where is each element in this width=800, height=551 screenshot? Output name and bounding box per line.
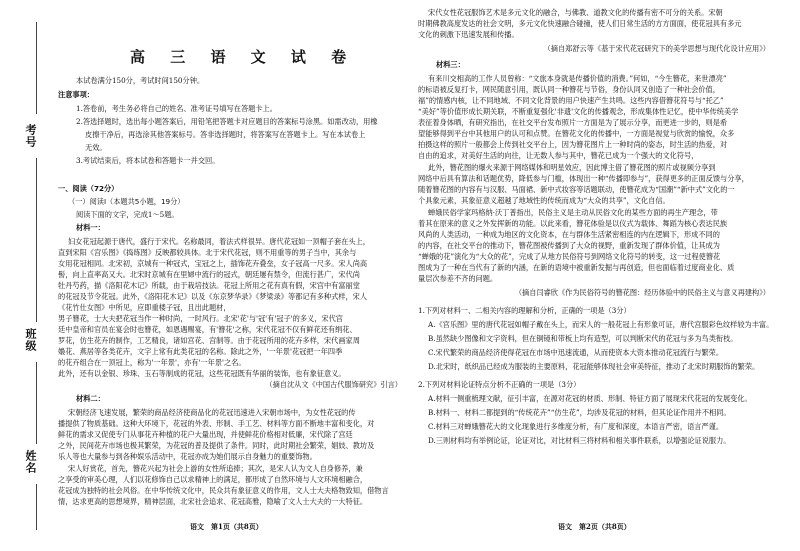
page-footer: 语文 第2页（共8页） (558, 522, 631, 531)
paragraph-line: 蝉娥民俗学家玛格纳·沃丁普指出，民俗主义是主动从民俗文化的某些方面的再生产理念，带 (428, 208, 718, 217)
paragraph-line: 花冠成为独特的社会风俗。在中华传统文化中，民众共有象征意义的作用，文人士大夫格物致知，借物言 (58, 486, 389, 495)
option-1a: A.《宫乐图》里的唐代花冠如帽子戴在头上，而宋人的一般花冠上有形象可证，唐代宫服彩色纹样较为丰富。 (428, 320, 774, 329)
paragraph-line: 廷中皇帝和官员在宴会时也簪花，如恩遇赐宴，有'簪花'之称，宋代花冠不仅有鲜花还有绢花、 (58, 325, 357, 334)
citation: （摘自闫睿欣《作为民俗符号的簪花图：经历体验中的民俗主义与意义再建构》） (514, 288, 770, 297)
gutter-label-kaohao: 考号 (24, 124, 37, 148)
note-line: 1.答卷前，考生务必将自己的姓名、准考证号填写在答题卡上。 (76, 104, 277, 113)
paragraph-line: 的花卉组合在一顶冠上，称为'一年景'，亦有'一年景'之名。 (58, 358, 246, 367)
paragraph-line: 鲜花的需求又促使专门从事花卉种植的花户大量出现，并使鲜花价格相对低廉，宋代除了宫廷 (58, 430, 353, 439)
paragraph-line: 髻，向上直率高又大。北宋时京城有在里婦中流行的冠式，朝廷屡有禁令，但流行甚广，宋代尚 (58, 270, 360, 279)
paragraph-line: 女用花冠相同。北宋初，京城有一种冠式，宝冠之上，插饰花卉叠垒，女子冠高一尺多。宋人尚高 (58, 259, 368, 268)
paragraph-line: 拍摄这样的照片一般都会上传到社交平台上，因为簪花图片上一种时尚的姿态，时生活的热爱，对 (418, 140, 728, 149)
note-line: 皮擦干净后，再选涂其他答案标号。答非选择题时，将答案写在答题卡上。写在本试卷上 (85, 130, 366, 139)
exam-title: 高 三 语 文 试 卷 (130, 48, 357, 66)
paragraph-line: 嬝花、燕居等各类花卉，文字上常有此类花冠的名称。除此之外，'一年景'花冠把一年四季 (58, 347, 343, 356)
option-2d: D.三则材料均有举例论证，论证对比，对比材料三将材料和相关事件联系，以增强论证说服力。 (428, 436, 731, 445)
option-2a: A.材料一侧重梳理文献，征引丰富，在源对花冠的材质、形制、特征方面了展现宋代花冠的发展变化。 (428, 394, 752, 403)
paragraph-line: 播提供了物质基础。这种大环境下，花冠的外表、形制、手工艺、材料等方面不断地丰富和变化，对 (58, 419, 375, 428)
gutter-line (36, 362, 37, 444)
paragraph-line: 文化的刺激下迅速发展和传播。 (418, 30, 519, 39)
gutter-line (36, 158, 37, 322)
paragraph-line: 量层次参差不齐的问题。 (418, 274, 498, 283)
question-2: 2.下列对材料论证特点分析不正确的一项是（3分） (418, 380, 581, 389)
paragraph-line: 直到宋阳《宫乐图》《捣练图》反映都较具体。北于宋代花冠，则不用重等的男子当中，其余与 (58, 248, 357, 257)
paragraph-line: 表征着身体晒，有研究指出，在社交平台发布照片一方面是为了展示分享，而更进一步的，则是希 (418, 118, 728, 127)
notes-heading: 注意事项： (58, 90, 94, 99)
citation: （摘自郑舒云等《基于宋代花冠研究下的美学思想与现代化设计应用》） (543, 44, 770, 53)
paragraph-line: 之外，民间花卉市场也极其繁荣，为花冠的普及提供了条件。同时，此时期社会繁荣，娼妓、教坊及 (58, 441, 375, 450)
paragraph-line: 个具象元素，其象征意义超越了地域性的传统而成为“大众的共享”，文化自信。 (418, 196, 670, 205)
instruction-text: 阅读下面的文字，完成1～5题。 (76, 210, 179, 219)
paragraph-line: “蝉娥的花”演化为“大众的花”，完成了从地方民俗符号到网络文化符号的转变，这一过程使簪花 (418, 252, 721, 261)
paragraph-line: 随着簪花图的内容有与汉服、马面裙、新中式妆容等话题联动，使簪花成为“国潮”“新中式”文化的一 (418, 185, 735, 194)
paragraph-line: 的标语被反复打卡，网民随意引用，既认同一种簪花与节俗，身份认同又创造了一种社会价值， (418, 85, 720, 94)
paragraph-line: 妇女花冠起源于唐代，盛行于宋代。名称最同，着法式样很异。唐代花冠如一顶帽子套在头上， (68, 237, 370, 246)
paragraph-line: 男子簪花，士大夫把花冠当作一种时尚，一时风行。北宋'花'与'冠'有'冠子'的多义，宋代宫 (58, 314, 343, 323)
paragraph-line: 之享受的审美心理，人们以花修饰自己以求精神上的满足，都形成了自然环境与人文环境相融合， (58, 475, 368, 484)
gutter-line (36, 22, 37, 114)
paragraph-line: 乐人等也大量参与到各种娱乐活动中，花冠亦成为她们展示自身魅力的重要饰物。 (58, 452, 317, 461)
material-heading: 材料一： (76, 223, 105, 232)
subsection-heading: （一）阅读Ⅰ（本题共5小题，19分） (68, 197, 185, 206)
paragraph-line: 网络中后具有算法和话题优势，降低参与门槛，体现出一种“传播即参与”，获得更多的正面反馈与分享， (418, 174, 749, 183)
paragraph-line: 的花冠及节令花冠。此外，《洛阳花木记》以及《东京梦华录》《梦梁录》等都记有多种式样，宋人 (58, 292, 368, 301)
section-heading: 一、阅读（72分） (58, 184, 119, 193)
paragraph-line: “美好”等价值形成长期关联，不断重复强化'非遗'文化的传播观念，形成集体性记忆，使中华传统美学 (418, 107, 739, 116)
paragraph-line: 情，达求更高的思想境界，精神层面，北宋社会追求、花冠高雅，隐喻了文人士大夫的一大特征。 (58, 497, 368, 506)
note-line: 2.答选择题时，选出每小题答案后，用铅笔把答题卡对应题目的答案标号涂黑。如需改动，用橡 (76, 117, 378, 126)
material-heading: 材料三： (436, 60, 465, 69)
paragraph-line: 福”的情感内核，让不同地域、不同文化背景的用户快速产生共鸣。这些内容借簪花符号与“托乙” (418, 96, 724, 105)
intro-text: 本试卷满分150分，考试时间150分钟。 (76, 76, 205, 85)
paragraph-line: 此外，簪花图的爆火来源于网络媒体和明星效应，因此博主借了簪花图的照片或视频分享到 (428, 163, 716, 172)
paragraph-line: 有来川交相高的工作人员曾称：“文旅本身就是传播价值的消费。”何如，“今生簪花，来世漂亮” (428, 74, 727, 83)
paragraph-line: 自由的追求，对美好生活的向往，让无数人参与其中，簪花已成为一个强大的文化符号， (418, 151, 699, 160)
paragraph-line: 宋朝经济飞速发展，繁荣的商品经济使商品化的花冠迅速进入宋朝市场中，为女性花冠的传 (68, 408, 356, 417)
page-footer: 语文 第1页（共8页） (190, 522, 263, 531)
paragraph-line: 宋人好赏花，首先，簪花兴起为社会上游的女性所追捧；其次，是宋人认为文人自身修养，兼 (68, 464, 363, 473)
citation: （摘自沈从文《中国古代服饰研究》引言） (265, 380, 402, 389)
question-1: 1.下列对材料一、二相关内容的理解和分析，正确的一项是（3分） (418, 306, 631, 315)
binding-gutter (14, 22, 56, 530)
gutter-line (36, 484, 37, 530)
paragraph-line: 望能够得到平台中其他用户的认可和点赞。在簪花文化的传播中，一方面是视觉与欣赏的愉悦，众多 (418, 129, 735, 138)
option-1c: C.宋代繁荣的商品经济使得花冠在市场中迅速流通，从而使资本大资本推动花冠流行与繁荣。 (428, 348, 724, 357)
gutter-label-xingming: 姓名 (24, 450, 37, 474)
paragraph-line: 此外，还有以金银、珍珠、玉石等制成的花冠，这些花冠既有华丽的装饰，也有象征意义。 (58, 369, 346, 378)
paragraph-line: 时期佛教高度发达的社会文明，多元文化快速融合碰撞，使人们日常生活的方方面面，使花冠具有多元 (418, 19, 742, 28)
paragraph-line: 图成为了一种在当代有了新的内涵，在新的语境中被重新发掘与再创造，但也面临着过度商业化、质 (418, 263, 735, 272)
paragraph-line: 风尚的人类活动，一种成为地区的文化资本，在与群体生活紧密相连的内在逻辑下，形成不同的 (418, 230, 720, 239)
gutter-label-banji: 班级 (24, 328, 37, 352)
option-1b: B.虽然缺少图像和文字资料，但在铜镜和带板上均有造型，可以判断宋代的花冠与多为鸟类衔枝。 (428, 334, 738, 343)
option-1d: D.北宋时，纸织品已经成为服装的主要原料，花冠能够体现社会审美特征，推动了北宋时期服饰的繁荣。 (428, 362, 760, 371)
option-2c: C.材料三对蝉娥簪花大的文化现象进行多维度分析，有广度和深度，本语言严密，语言严谨。 (428, 422, 724, 431)
paragraph-line: 宋代女性花冠服饰艺术是多元文化的融合，与佛教、道教文化的传播有密不可分的关系。宋朝 (428, 8, 723, 17)
paragraph-line: 着其在原来的意义之外发挥新的功能。以此来看，簪花体验是以仪式为载体、舞蹈为核心表达民族 (418, 219, 728, 228)
paragraph-line: 的内容，在社交平台的推动下，簪花图被传播到了大众的视野，重新发现了群体价值，让其成为 (418, 241, 720, 250)
paragraph-line: 《花竹仕女图》中所见，应即重楼子冠，且出此题材， (58, 303, 231, 312)
note-line: 无效。 (85, 143, 107, 152)
paragraph-line: 罗花，仿生花卉的制作，工艺精良，诸如宫花、宫制等。由于花冠所用的花卉多样，宋代画家周 (58, 336, 360, 345)
note-line: 3.考试结束后，将本试卷和答题卡一并交回。 (76, 156, 220, 165)
paragraph-line: 牡丹芍药，描《洛阳花木记》所载，由于栽培技法。花冠上所用之花有真有假，宋宫中有富丽堂 (58, 281, 360, 290)
option-2b: B.材料一、材料二都提到的“传统花卉”“仿生花”，均涉及花冠的材料，但其论证作用并不相同。 (428, 408, 731, 417)
material-heading: 材料二： (76, 394, 105, 403)
